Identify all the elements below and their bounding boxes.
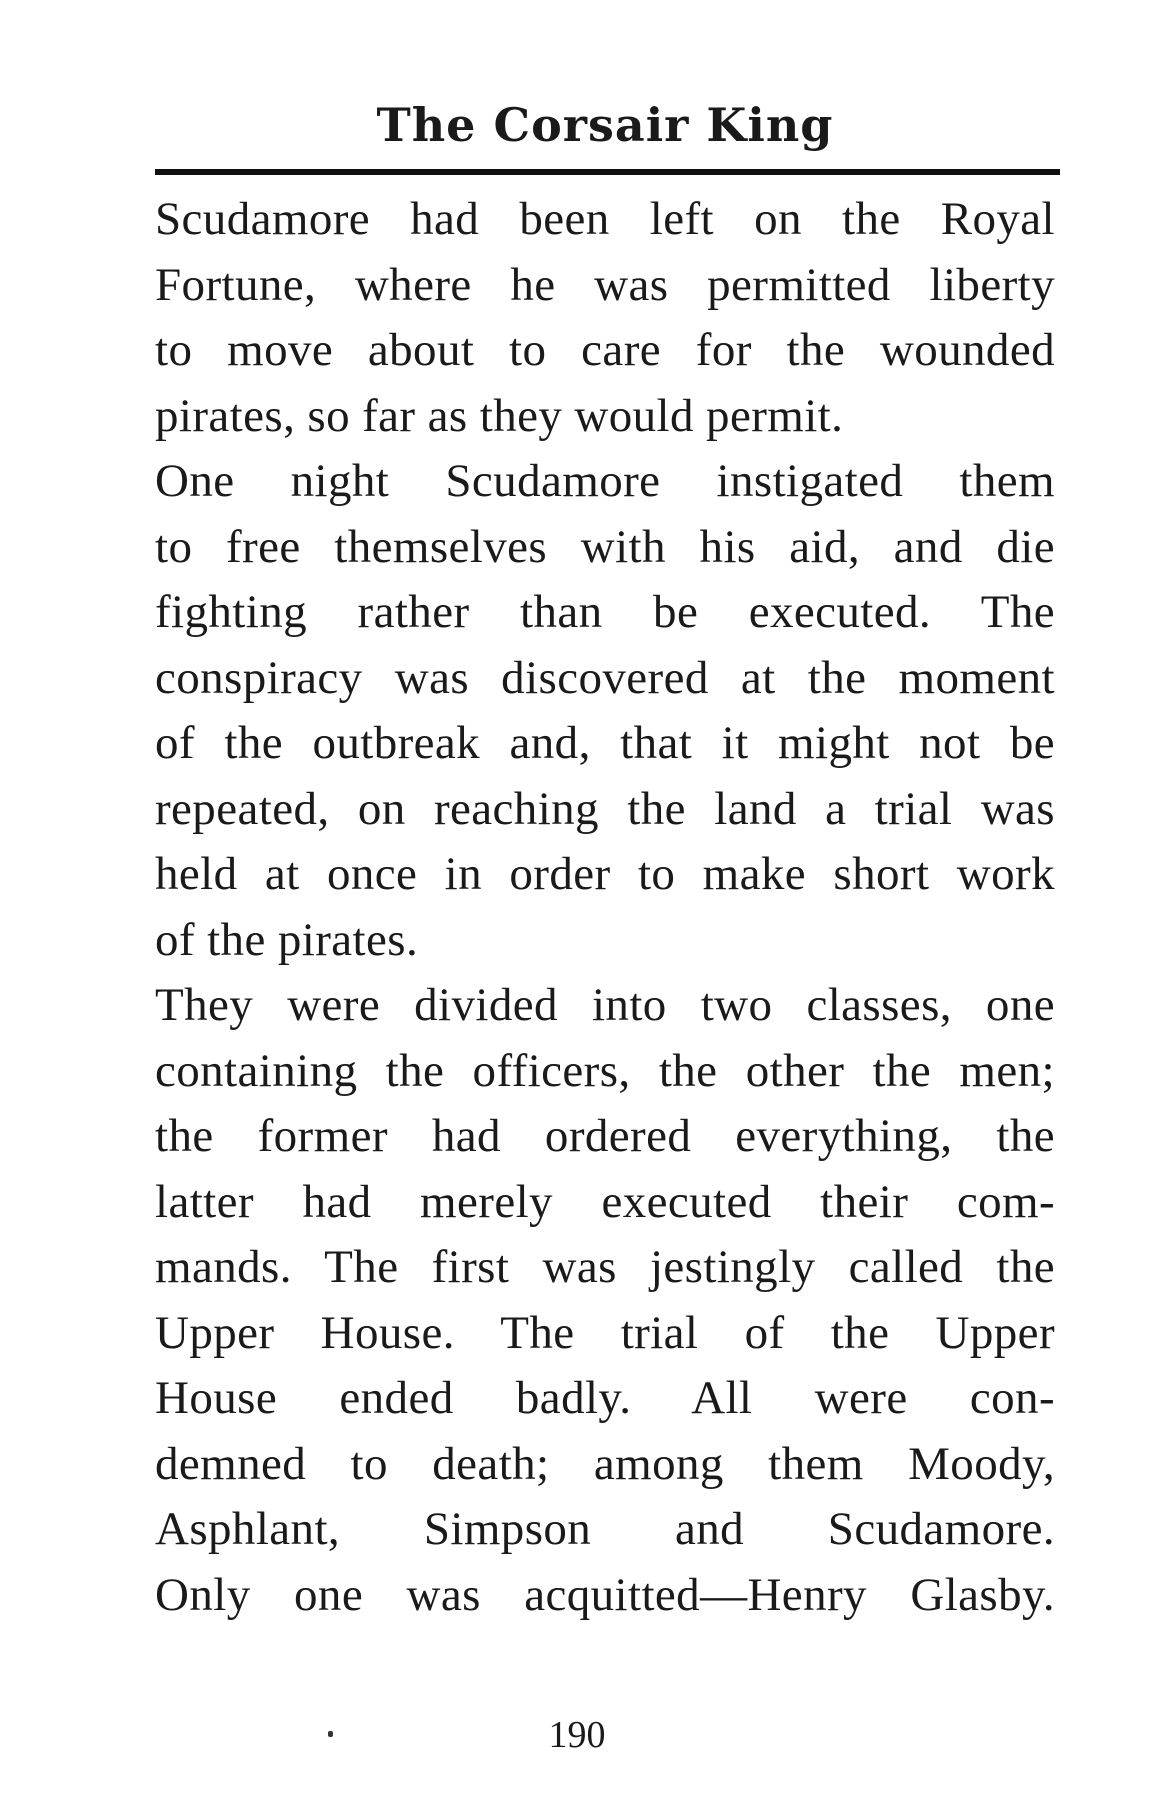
paragraph <box>155 449 1055 973</box>
text-line: conspiracy was discovered at the moment <box>155 651 1055 704</box>
text-line: of the outbreak and, that it might not be <box>155 717 1055 769</box>
text-line: Scudamore had been left on the Royal <box>155 193 1055 245</box>
text-line: held at once in order to make short work <box>155 848 1055 900</box>
book-page <box>155 95 1055 1628</box>
text-line: One night Scudamore instigated them <box>155 455 1055 507</box>
header-rule <box>155 169 1060 175</box>
text-line: fighting rather than be executed. The <box>155 586 1055 638</box>
text-line: to free themselves with his aid, and die <box>155 520 1055 573</box>
text-line: Asphlant, Simpson and Scudamore. <box>155 1503 1055 1555</box>
running-title: The Corsair King <box>376 98 834 152</box>
text-line: Fortune, where he was permitted liberty <box>155 258 1055 311</box>
body-text <box>155 187 1055 1628</box>
paragraph <box>155 973 1055 1628</box>
text-line: mands. The first was jestingly called the <box>155 1241 1055 1293</box>
text-line: Only one was acquitted—Henry Glasby. <box>155 1568 1055 1621</box>
paragraph <box>155 187 1055 449</box>
text-line: House ended badly. All were con- <box>155 1372 1055 1424</box>
text-line: to move about to care for the wounded <box>155 324 1055 376</box>
text-line: Upper House. The trial of the Upper <box>155 1306 1055 1359</box>
text-line: demned to death; among them Moody, <box>155 1437 1055 1490</box>
text-line: latter had merely executed their com- <box>155 1175 1055 1228</box>
text-line: containing the officers, the other the men; <box>155 1044 1055 1097</box>
text-line: the former had ordered everything, the <box>155 1110 1055 1162</box>
text-line: repeated, on reaching the land a trial was <box>155 782 1055 835</box>
print-speck <box>328 1731 333 1737</box>
page-number: 190 <box>548 1714 606 1756</box>
text-line: of the pirates. <box>155 913 419 966</box>
text-line: They were divided into two classes, one <box>155 979 1055 1031</box>
text-line: pirates, so far as they would permit. <box>155 389 844 442</box>
